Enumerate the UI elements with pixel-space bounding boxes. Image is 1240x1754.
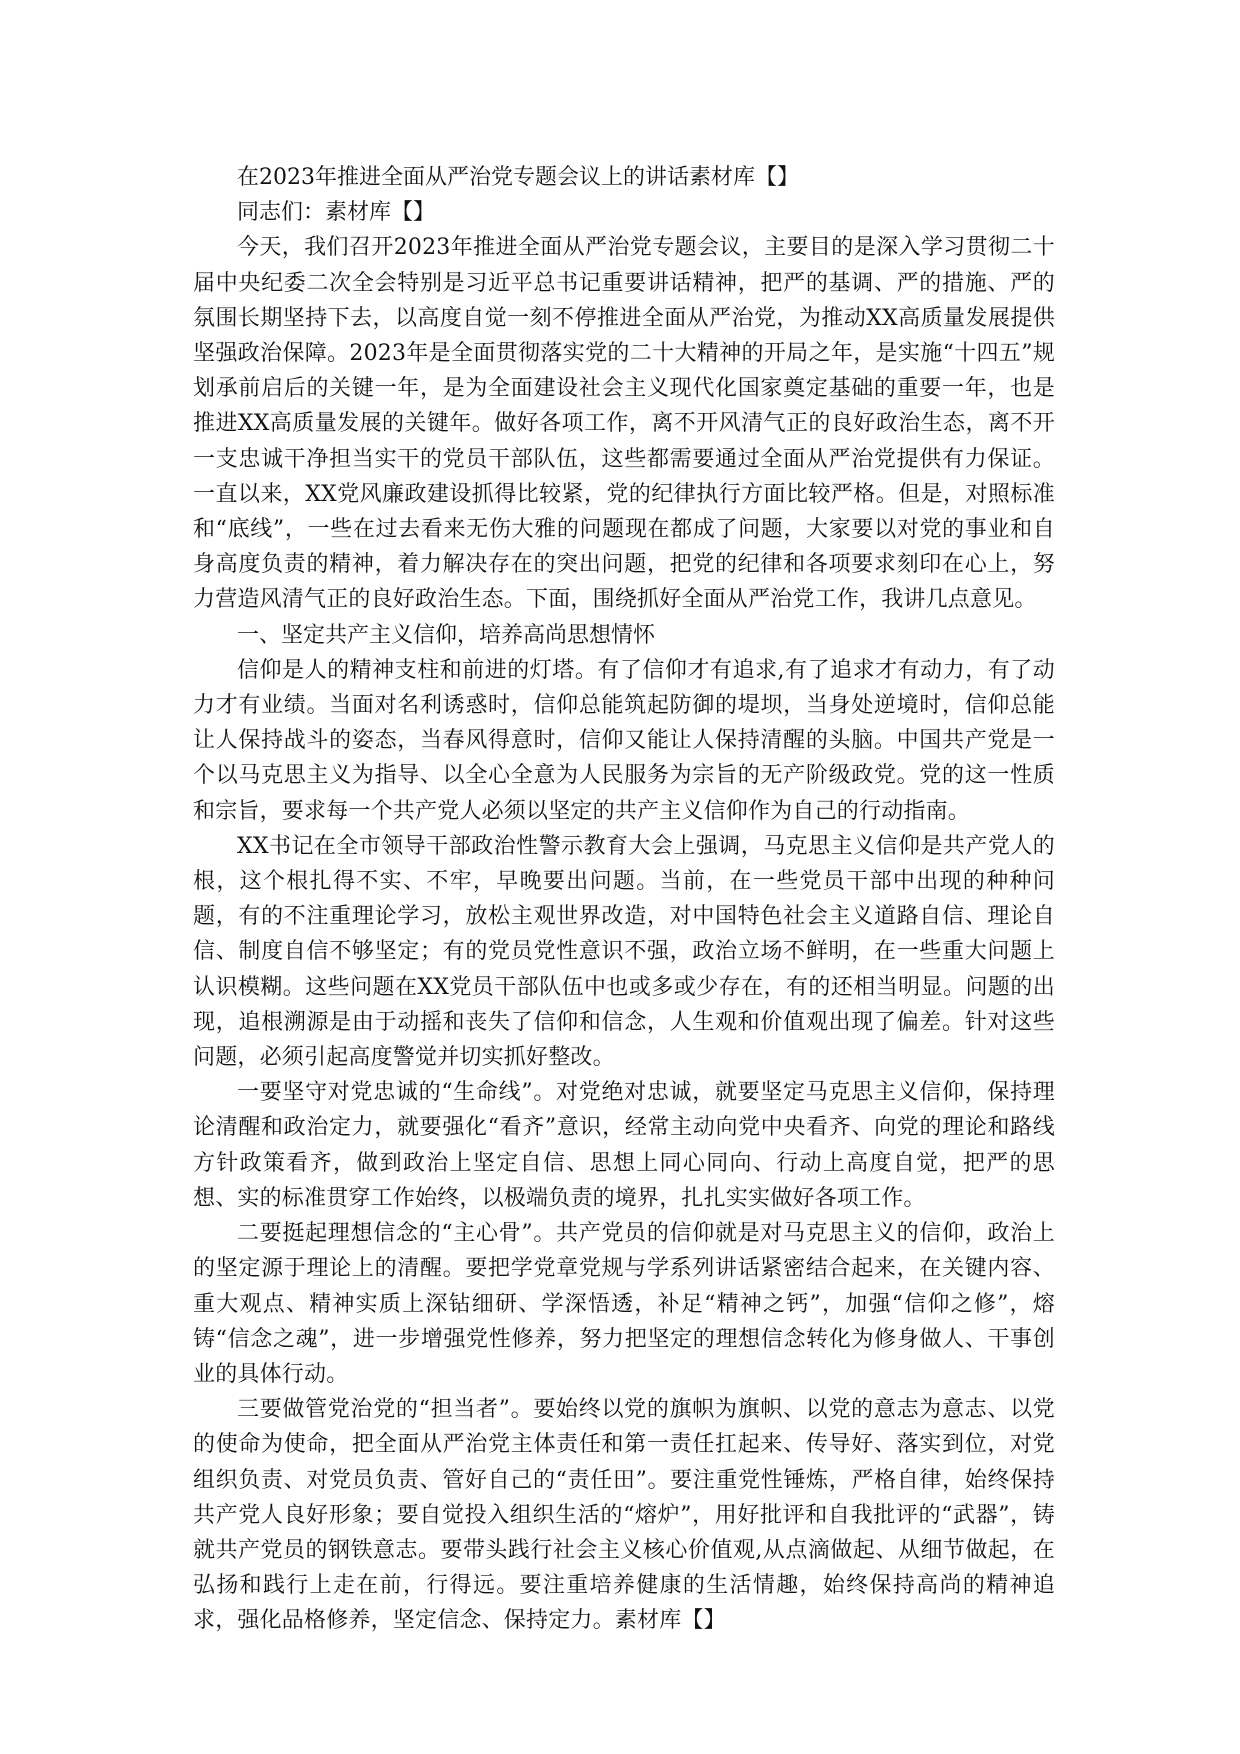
paragraph-point-2: 二要挺起理想信念的“主心骨”。共产党员的信仰就是对马克思主义的信仰，政治上的坚定源于理论上的清醒。要把学党章党规与学系列讲话紧密结合起来，在关键内容、重大观点、精神实质上深钻细研、学深悟透，补足“精神之钙”，加强“信仰之修”，熔铸“信念之魂”，进一步增强党性修养，努力把坚定的理想信念转化为修身做人、干事创业的具体行动。: [193, 1221, 1055, 1387]
paragraph-faith: 信仰是人的精神支柱和前进的灯塔。有了信仰才有追求,有了追求才有动力，有了动力才有业绩。当面对名利诱惑时，信仰总能筑起防御的堤坝，当身处逆境时，信仰总能让人保持战斗的姿态，当春风得意时，信仰又能让人保持清醒的头脑。中国共产党是一个以马克思主义为指导、以全心全意为人民服务为宗旨的无产阶级政党。党的这一性质和宗旨，要求每一个共产党人必须以坚定的共产主义信仰作为自己的行动指南。: [193, 657, 1055, 824]
greeting: 同志们：素材库【】: [237, 200, 436, 226]
document-title: 在2023年推进全面从严治党专题会议上的讲话素材库【】: [237, 165, 799, 190]
paragraph-point-3: 三要做管党治党的“担当者”。要始终以党的旗帜为旗帜、以党的意志为意志、以党的使命为使命，把全面从严治党主体责任和第一责任扛起来、传导好、落实到位，对党组织负责、对党员负责、管好自己的“责任田”。要注重党性锤炼，严格自律，始终保持共产党人良好形象；要自觉投入组织生活的“熔炉”，用好批评和自我批评的“武器”，铸就共产党员的钢铁意志。要带头践行社会主义核心价值观,从点滴做起、从细节做起，在弘扬和践行上走在前，行得远。要注重培养健康的生活情趣，始终保持高尚的精神追求，强化品格修养，坚定信念、保持定力。素材库【】: [193, 1397, 1055, 1634]
paragraph-point-1: 一要坚守对党忠诚的“生命线”。对党绝对忠诚，就要坚定马克思主义信仰，保持理论清醒和政治定力，就要强化“看齐”意识，经常主动向党中央看齐、向党的理论和路线方针政策看齐，做到政治上坚定自信、思想上同心同向、行动上高度自觉，把严的思想、实的标准贯穿工作始终，以极端负责的境界，扎扎实实做好各项工作。: [193, 1080, 1055, 1211]
paragraph-intro: 今天，我们召开2023年推进全面从严治党专题会议，主要目的是深入学习贯彻二十届中央纪委二次全会特别是习近平总书记重要讲话精神，把严的基调、严的措施、严的氛围长期坚持下去，以高度自觉一刻不停推进全面从严治党，为推动XX高质量发展提供坚强政治保障。2023年是全面贯彻落实党的二十大精神的开局之年，是实施“十四五”规划承前启后的关键一年，是为全面建设社会主义现代化国家奠定基础的重要一年，也是推进XX高质量发展的关键年。做好各项工作，离不开风清气正的良好政治生态，离不开一支忠诚干净担当实干的党员干部队伍，这些都需要通过全面从严治党提供有力保证。一直以来，XX党风廉政建设抓得比较紧，党的纪律执行方面比较严格。但是，对照标准和“底线”，一些在过去看来无伤大雅的问题现在都成了问题，大家要以对党的事业和自身高度负责的精神，着力解决存在的突出问题，把党的纪律和各项要求刻印在心上，努力营造风清气正的良好政治生态。下面，围绕抓好全面从严治党工作，我讲几点意见。: [193, 235, 1055, 613]
document-page: [193, 160, 1055, 1639]
paragraph-secretary: XX书记在全市领导干部政治性警示教育大会上强调，马克思主义信仰是共产党人的根，这个根扎得不实、不牢，早晚要出问题。当前，在一些党员干部中出现的种种问题，有的不注重理论学习，放松主观世界改造，对中国特色社会主义道路自信、理论自信、制度自信不够坚定；有的党员党性意识不强，政治立场不鲜明，在一些重大问题上认识模糊。这些问题在XX党员干部队伍中也或多或少存在，有的还相当明显。问题的出现，追根溯源是由于动摇和丧失了信仰和信念，人生观和价值观出现了偏差。针对这些问题，必须引起高度警觉并切实抓好整改。: [193, 833, 1055, 1071]
section-heading-1: 一、坚定共产主义信仰，培养高尚思想情怀: [237, 622, 656, 648]
